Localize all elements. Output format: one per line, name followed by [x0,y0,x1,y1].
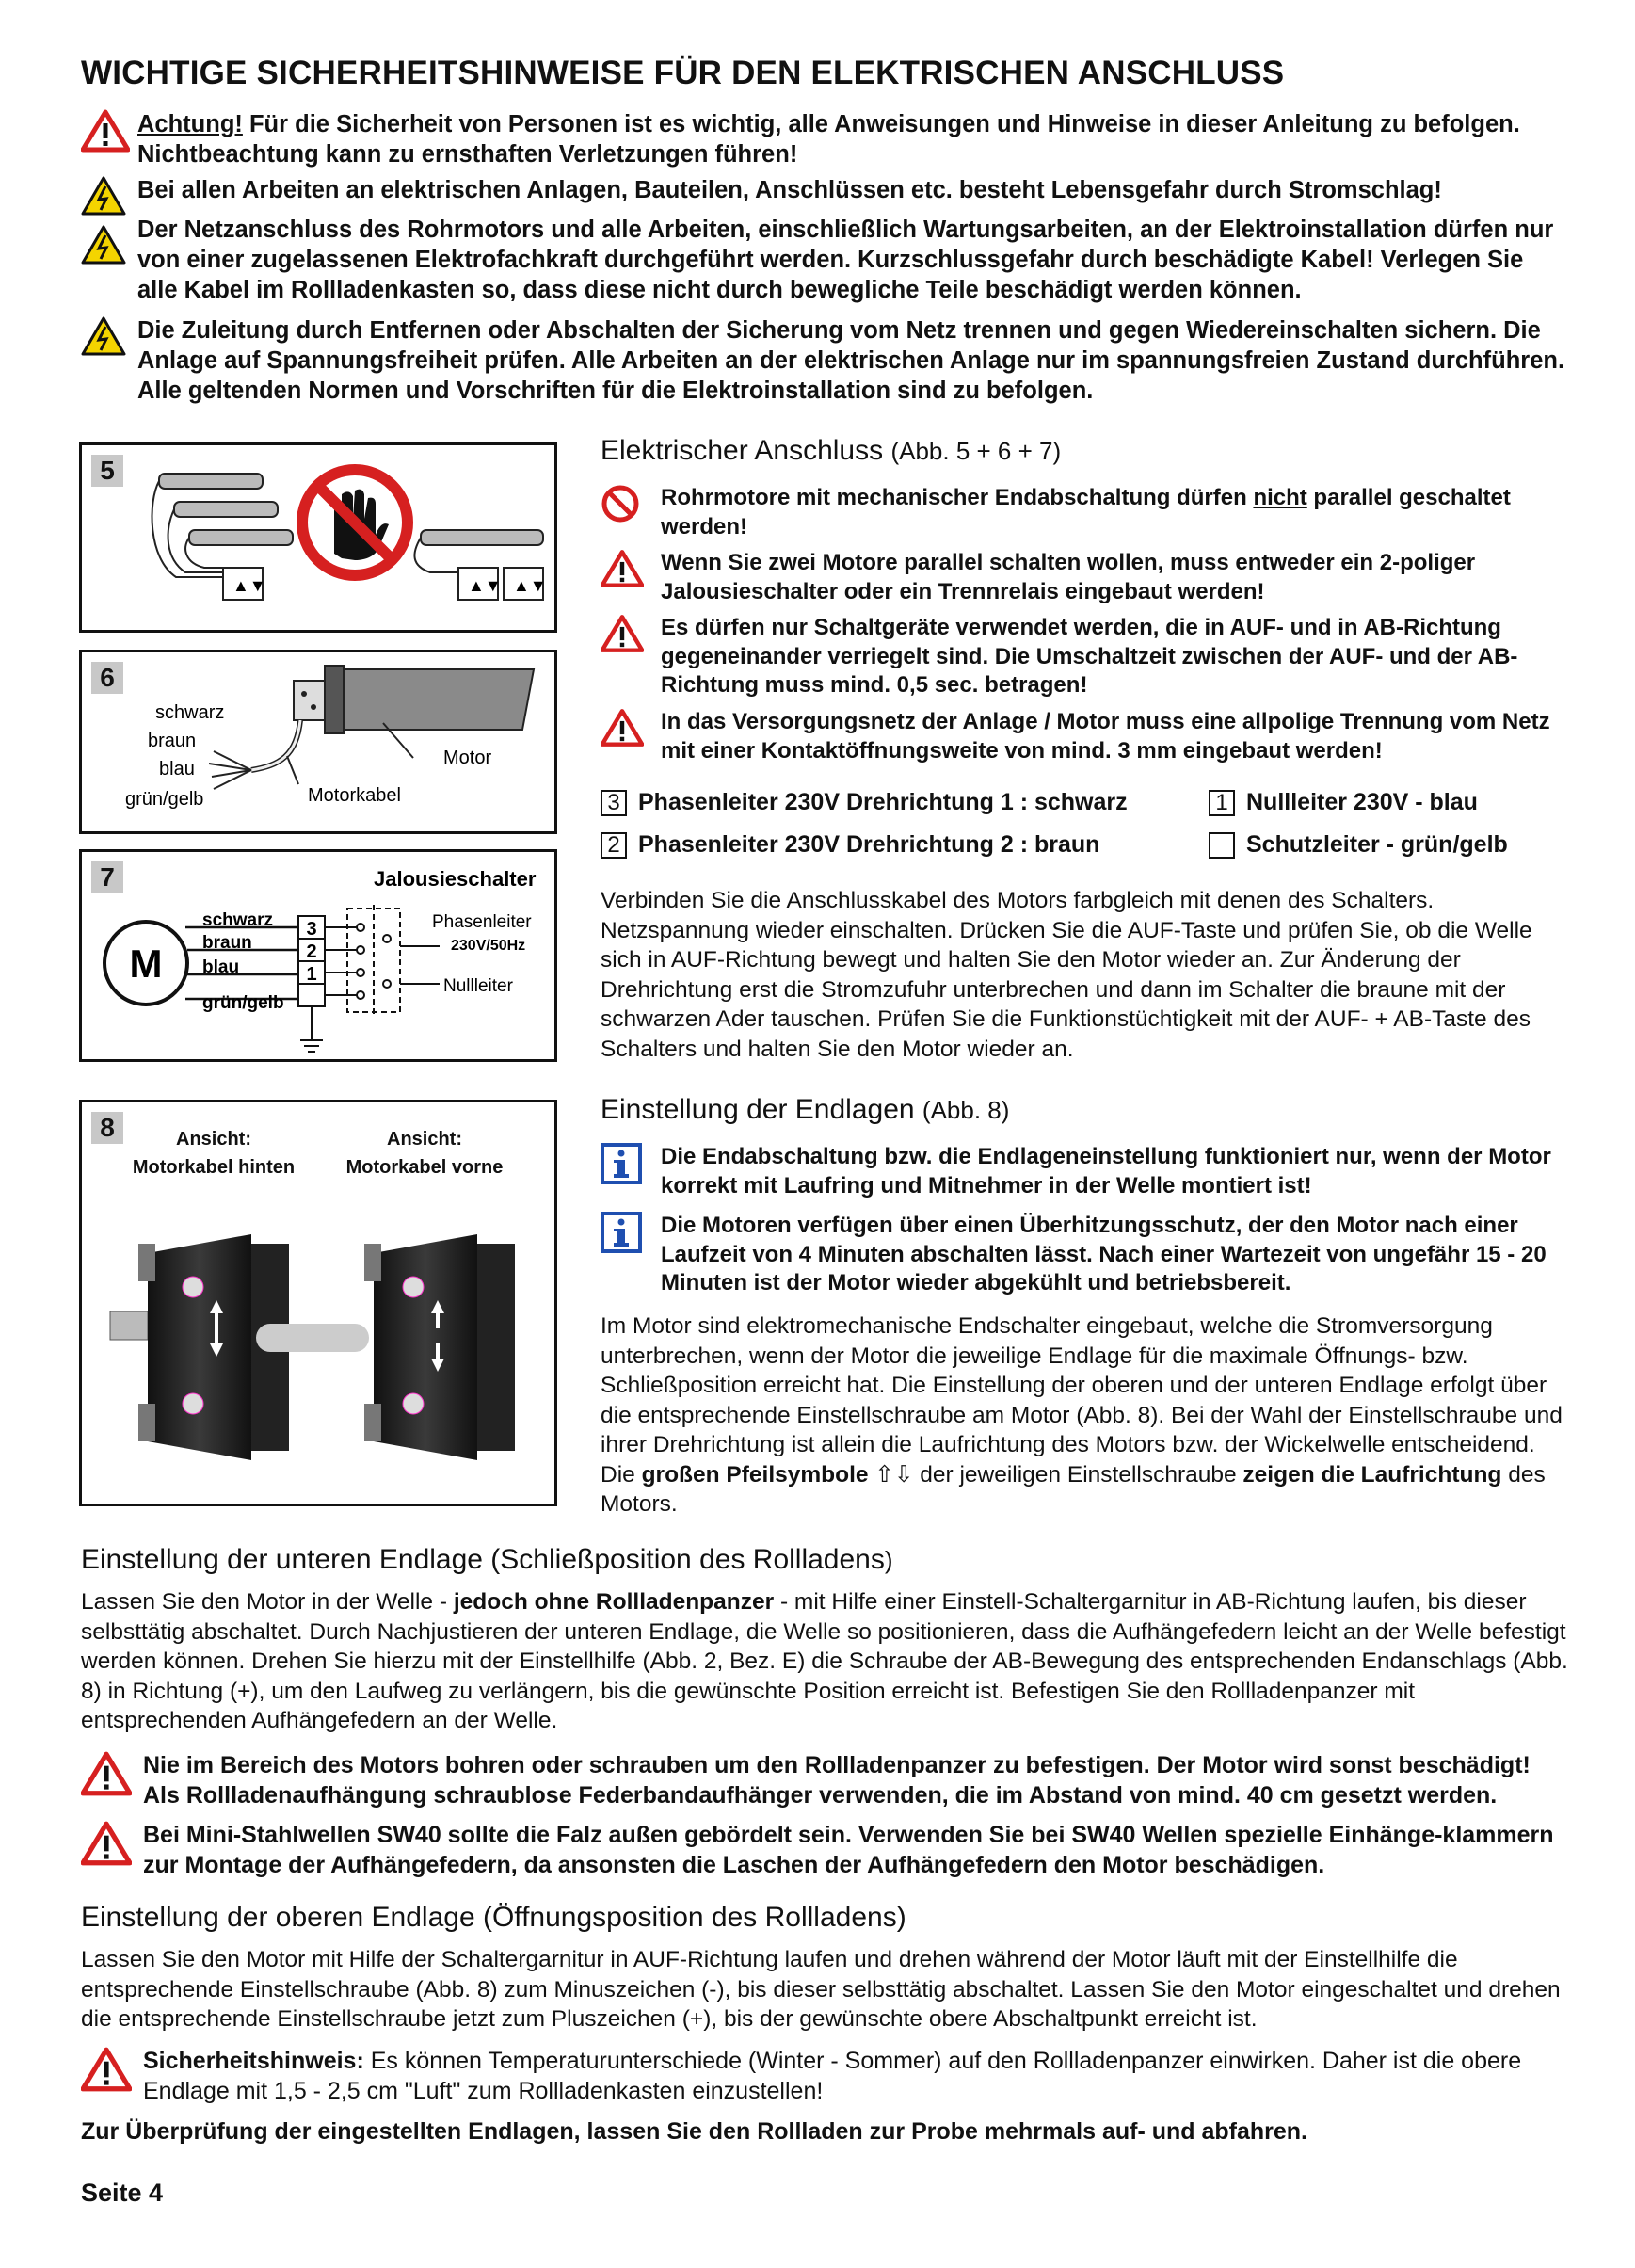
safety-warning-stromschlag: Bei allen Arbeiten an elektrischen Anlagen, Bauteilen, Anschlüssen etc. besteht Lebensgefahr durch Stromschlag! [81,175,1568,221]
view-label-front: Ansicht: Motorkabel vorne [345,1129,504,1178]
info-icon [601,1212,642,1253]
electric-hazard-icon [81,315,126,357]
label-schwarz: schwarz [155,702,225,723]
bullet-allpolige-trennung: In das Versorgungsnetz der Anlage / Motor muss eine allpolige Trennung vom Netz mit einer Kontaktöffnungsweite von mind. 3 mm eingebaut werden! [601,708,1561,765]
label-motorkabel: Motorkabel [308,785,401,806]
svg-text:1: 1 [306,964,317,985]
svg-text:▲▼: ▲▼ [468,576,502,595]
safety-warning-elektrofachkraft: Der Netzanschluss des Rohrmotors und alle Arbeiten, einschließlich Wartungsarbeiten, an der Elektroinstallation dürfen nur von einer zugelassenen Elektrofachkraft durchgeführt werden. Kurzschlussgefahr durch beschädigte Kabel! Verlegen Sie alle Kabel im Rollladenkasten so, dass diese nicht durch bewegliche Teile beschädigt werden können. [81,215,1568,305]
warning-sw40: Bei Mini-Stahlwellen SW40 sollte die Falz außen gebördelt sein. Verwenden Sie bei SW40 Wellen spezielle Einhänge-klammern zur Montage der Aufhängefedern, da ansonsten die Laschen der Aufhängefedern den Motor beschädigen. [81,1821,1568,1880]
section-heading-untere-endlage: Einstellung der unteren Endlage (Schließposition des Rollladens) [81,1544,893,1575]
svg-text:Nullleiter: Nullleiter [443,976,513,996]
figure-7 [79,849,557,1062]
safety-warning-zuleitung: Die Zuleitung durch Entfernen oder Abschalten der Sicherung vom Netz trennen und gegen Wiedereinschalten sichern. Die Anlage auf Spannungsfreiheit prüfen. Alle Arbeiten an der elektrischen Anlage nur im spannungsfreien Zustand durchführen. Alle geltenden Normen und Vorschriften für die Elektroinstallation sind zu befolgen. [81,315,1568,406]
jalousieschalter-label: Jalousieschalter [374,867,537,891]
info-endabschaltung: Die Endabschaltung bzw. die Endlageneinstellung funktioniert nur, wenn der Motor korrekt mit Laufring und Mitnehmer in der Welle montiert ist! [601,1143,1561,1200]
legend-item: Schutzleiter - grün/gelb [1209,831,1508,859]
bullet-no-parallel: Rohrmotore mit mechanischer Endabschaltung dürfen nicht parallel geschaltet werden! [601,484,1561,541]
section-heading-elektrischer-anschluss: Elektrischer Anschluss (Abb. 5 + 6 + 7) [601,435,1062,466]
section-heading-endlagen: Einstellung der Endlagen (Abb. 8) [601,1094,1010,1125]
figure-8 [79,1100,557,1506]
info-ueberhitzungsschutz: Die Motoren verfügen über einen Überhitzungsschutz, der den Motor nach einer Laufzeit von 4 Minuten abschalten lässt. Nach einer Wartezeit von ungefähr 15 - 20 Minuten ist der Motor wieder abgekühlt und betriebsbereit. [601,1212,1561,1298]
warning-sicherheitshinweis: Sicherheitshinweis: Es können Temperaturunterschiede (Winter - Sommer) auf den Rollladenpanzer einwirken. Daher ist die obere Endlage mit 1,5 - 2,5 cm "Luft" zum Rollladenkasten einzustellen! [81,2047,1568,2106]
page-title: WICHTIGE SICHERHEITSHINWEISE FÜR DEN ELEKTRISCHEN ANSCHLUSS [81,55,1285,91]
electric-hazard-icon [81,175,126,217]
bullet-schaltgeraete: Es dürfen nur Schaltgeräte verwendet werden, die in AUF- und in AB-Richtung gegeneinander verriegelt sind. Die Umschaltzeit zwischen der AUF- und der AB-Richtung muss mind. 0,5 sec. betragen! [601,614,1561,700]
warning-triangle-icon [81,2047,132,2092]
final-instruction: Zur Überprüfung der eingestellten Endlagen, lassen Sie den Rollladen zur Probe mehrmals auf- und abfahren. [81,2118,1308,2145]
untere-endlage-paragraph: Lassen Sie den Motor in der Welle - jedoch ohne Rollladenpanzer - mit Hilfe einer Einstell-Schaltergarnitur in AB-Richtung laufen, bis dieser selbsttätig abschaltet. Durch Nachjustieren der unteren Endlage, die Welle so positionieren, dass die Aufhängefedern leicht an der Welle befestigt werden können. Drehen Sie hierzu mit der Einstellhilfe (Abb. 2, Bez. E) die Schraube der AB-Bewegung des entsprechenden Endanschlags (Abb. 8) in Richtung (+), um den Laufweg zu verlängern, bis die gewünschte Position erreicht ist. Befestigen Sie den Rollladenpanzer mit entsprechenden Aufhängefedern an der Welle. [81,1589,1568,1733]
legend-item: 3 Phasenleiter 230V Drehrichtung 1 : schwarz [601,789,1128,816]
figure-5 [79,442,557,633]
svg-text:2: 2 [306,941,317,962]
anschluss-paragraph: Verbinden Sie die Anschlusskabel des Motors farbgleich mit denen des Schalters. Netzspannung wieder einschalten. Drücken Sie die AUF-Taste und prüfen Sie, ob die Welle sich in AUF-Richtung bewegt und halten Sie den Motor wieder an. Zur Änderung der Drehrichtung erst die Stromzufuhr unterbrechen und dann im Schalter die braune mit der schwarzen Ader tauschen. Prüfen Sie die Funktionstüchtigkeit mit der AUF- + AB-Taste des Schalters und halten Sie den Motor wieder an. [601,888,1532,1062]
legend-item: 2 Phasenleiter 230V Drehrichtung 2 : braun [601,831,1099,859]
electric-hazard-icon [81,224,126,265]
figure-number: 5 [91,455,123,487]
label-blau: blau [159,759,195,780]
section-heading-obere-endlage: Einstellung der oberen Endlage (Öffnungsposition des Rollladens) [81,1902,906,1933]
figure-number: 6 [91,662,123,694]
figure-number: 8 [91,1112,123,1144]
motor-head-photos [82,1102,554,1504]
safety-warning-achtung: Achtung! Für die Sicherheit von Personen ist es wichtig, alle Anweisungen und Hinweise in dieser Anleitung zu befolgen. Nichtbeachtung kann zu ernsthaften Verletzungen führen! [81,109,1568,169]
motor-cable-diagram [82,652,554,831]
warning-triangle-icon [81,1751,132,1796]
warning-triangle-icon [601,708,644,748]
svg-text:3: 3 [306,919,317,940]
warning-triangle-icon [81,109,130,153]
achtung-label: Achtung! [137,111,243,137]
bullet-two-motors: Wenn Sie zwei Motore parallel schalten wollen, muss entweder ein 2-poliger Jalousieschalter oder ein Trennrelais eingebaut werden! [601,549,1561,606]
figure-6 [79,650,557,834]
warning-triangle-icon [601,549,644,588]
label-braun: braun [148,731,197,751]
info-icon [601,1143,642,1184]
wiring-diagram [82,852,554,1059]
endlagen-paragraph: Im Motor sind elektromechanische Endschalter eingebaut, welche die Stromversorgung unterbrechen, wenn der Motor die jeweilige Endlage für die maximale Öffnungs- bzw. Schließposition erreicht hat. Die Einstellung der oberen und der unteren Endlage erfolgt über die entsprechende Einstellschraube am Motor (Abb. 8). Bei der Wahl der Einstellschraube und ihrer Drehrichtung ist allein die Laufrichtung des Motors bzw. der Wickelwelle entscheidend. Die großen Pfeilsymbole ⇧⇩ der jeweiligen Einstellschraube zeigen die Laufrichtung des Motors. [601,1313,1563,1517]
page-number: Seite 4 [81,2179,164,2207]
motor-symbol: M [129,941,163,986]
warning-nie-bohren: Nie im Bereich des Motors bohren oder schrauben um den Rollladenpanzer zu befestigen. Der Motor wird sonst beschädigt! Als Rollladenaufhängung schraublose Federbandaufhänger verwenden, die im Abstand von mind. 40 cm gesetzt werden. [81,1751,1568,1810]
svg-text:blau: blau [202,957,240,977]
legend-item: 1 Nullleiter 230V - blau [1209,789,1478,816]
figure-number: 7 [91,861,123,893]
warning-triangle-icon [81,1821,132,1866]
arrow-up-icon: ⇧ [874,1461,894,1488]
svg-text:schwarz: schwarz [202,910,273,930]
label-motor: Motor [443,748,492,768]
prohibited-icon [601,484,640,523]
svg-text:230V/50Hz: 230V/50Hz [451,938,526,954]
obere-endlage-paragraph: Lassen Sie den Motor mit Hilfe der Schaltergarnitur in AUF-Richtung laufen und drehen während der Motor läuft mit der Einstellhilfe die entsprechende Einstellschraube (Abb. 8) zum Minuszeichen (-), bis dieser selbsttätig abschaltet. Lassen Sie den Motor eingeschaltet und drehen die entsprechende Einstellschraube jetzt zum Pluszeichen (+), bis der gewünschte obere Abschaltpunkt erreicht ist. [81,1947,1561,2032]
svg-text:▲▼: ▲▼ [513,576,547,595]
svg-text:braun: braun [202,933,252,953]
warning-triangle-icon [601,614,644,653]
svg-text:▲▼: ▲▼ [232,576,266,595]
svg-text:grün/gelb: grün/gelb [202,993,284,1013]
svg-text:Phasenleiter: Phasenleiter [432,912,532,932]
label-gruengelb: grün/gelb [125,789,204,810]
view-label-back: Ansicht: Motorkabel hinten [132,1129,296,1178]
parallel-motors-diagram [82,445,554,630]
arrow-down-icon: ⇩ [893,1461,914,1488]
